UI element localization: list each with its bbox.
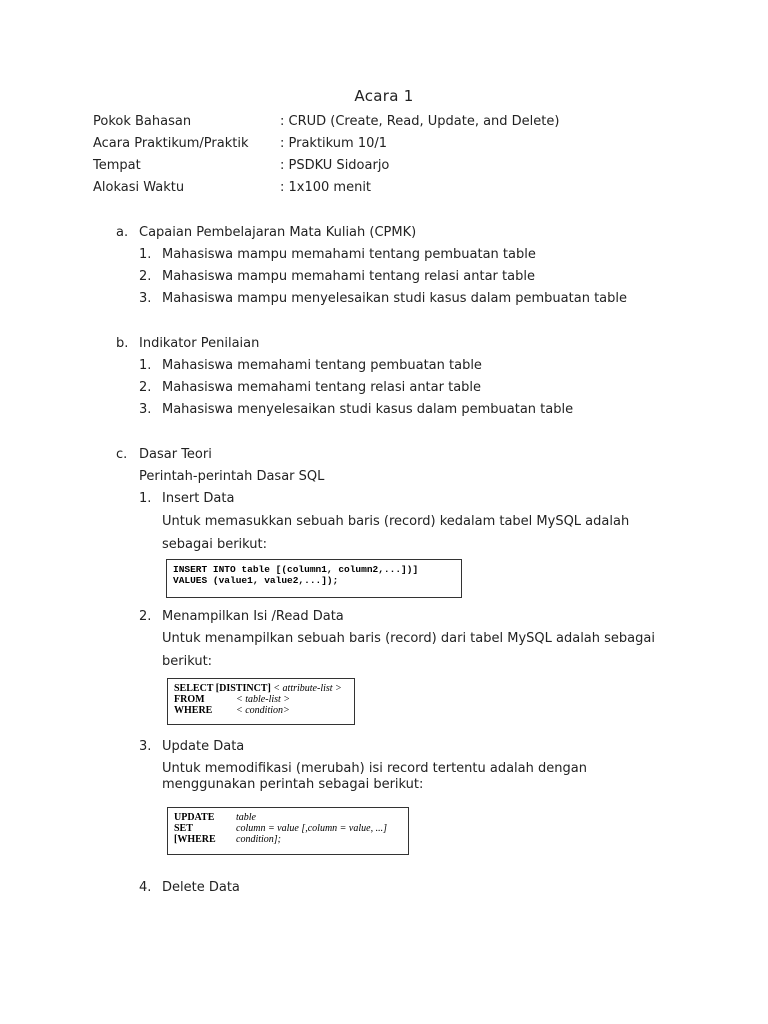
- code-line: [174, 694, 348, 705]
- section-a-marker: a.: [116, 225, 129, 240]
- code-line: INSERT INTO table [(column1, column2,...])]: [173, 564, 419, 575]
- info-label-topic: Pokok Bahasan: [93, 114, 192, 129]
- code-argument: table: [236, 812, 256, 823]
- section-a-heading: Capaian Pembelajaran Mata Kuliah (CPMK): [139, 225, 417, 240]
- code-line: VALUES (value1, value2,...]);: [173, 575, 339, 586]
- info-value-practicum: : Praktikum 10/1: [280, 136, 388, 151]
- code-argument: < table-list >: [236, 694, 291, 705]
- code-keyword: SET: [174, 823, 193, 834]
- code-keyword: WHERE: [174, 705, 213, 716]
- code-box-update: [167, 807, 409, 855]
- code-argument: column = value [,column = value, ...]: [236, 823, 387, 834]
- code-line: [174, 705, 348, 716]
- list-item: Mahasiswa mampu memahami tentang pembuatan table: [162, 247, 536, 262]
- paragraph-line: sebagai berikut:: [162, 537, 268, 552]
- info-label-practicum: Acara Praktikum/Praktik: [93, 136, 249, 151]
- code-box-insert: [166, 559, 462, 598]
- list-number: 1.: [139, 491, 152, 506]
- info-value-place: : PSDKU Sidoarjo: [280, 158, 390, 173]
- section-c-marker: c.: [116, 447, 128, 462]
- list-item-title: Update Data: [162, 739, 245, 754]
- section-b-heading: Indikator Penilaian: [139, 336, 260, 351]
- list-item: Mahasiswa mampu memahami tentang relasi antar table: [162, 269, 535, 284]
- info-label-time: Alokasi Waktu: [93, 180, 185, 195]
- paragraph-line: Untuk memasukkan sebuah baris (record) kedalam tabel MySQL adalah: [162, 514, 630, 529]
- list-item-title: Menampilkan Isi /Read Data: [162, 609, 344, 624]
- list-number: 3.: [139, 739, 152, 754]
- code-line: [174, 834, 402, 845]
- list-item: Mahasiswa memahami tentang relasi antar table: [162, 380, 482, 395]
- info-value-topic: : CRUD (Create, Read, Update, and Delete): [280, 114, 560, 129]
- code-keyword: [WHERE: [174, 834, 216, 845]
- code-argument: < attribute-list >: [273, 683, 342, 694]
- code-keyword: UPDATE: [174, 812, 215, 823]
- list-number: 3.: [139, 402, 152, 417]
- code-keyword: SELECT [DISTINCT]: [174, 683, 271, 694]
- list-number: 2.: [139, 269, 152, 284]
- list-number: 3.: [139, 291, 152, 306]
- list-number: 4.: [139, 880, 152, 895]
- list-number: 1.: [139, 358, 152, 373]
- list-number: 2.: [139, 380, 152, 395]
- code-box-select: [167, 678, 355, 725]
- code-argument: < condition>: [236, 705, 290, 716]
- paragraph-line: menggunakan perintah sebagai berikut:: [162, 777, 424, 792]
- list-item: Mahasiswa menyelesaikan studi kasus dalam pembuatan table: [162, 402, 574, 417]
- code-line: [174, 823, 402, 834]
- section-c-subheading: Perintah-perintah Dasar SQL: [139, 469, 325, 484]
- list-item-title: Insert Data: [162, 491, 235, 506]
- list-number: 1.: [139, 247, 152, 262]
- code-argument: condition];: [236, 834, 281, 845]
- page-title: Acara 1: [354, 87, 414, 105]
- paragraph-line: berikut:: [162, 654, 213, 669]
- info-value-time: : 1x100 menit: [280, 180, 372, 195]
- info-label-place: Tempat: [93, 158, 141, 173]
- list-item: Mahasiswa memahami tentang pembuatan table: [162, 358, 482, 373]
- section-b-marker: b.: [116, 336, 129, 351]
- list-number: 2.: [139, 609, 152, 624]
- paragraph-line: Untuk memodifikasi (merubah) isi record tertentu adalah dengan: [162, 761, 587, 776]
- code-line: [174, 683, 348, 694]
- list-item: Mahasiswa mampu menyelesaikan studi kasus dalam pembuatan table: [162, 291, 627, 306]
- code-keyword: FROM: [174, 694, 205, 705]
- paragraph-line: Untuk menampilkan sebuah baris (record) dari tabel MySQL adalah sebagai: [162, 631, 655, 646]
- list-item-title: Delete Data: [162, 880, 240, 895]
- code-line: [174, 812, 402, 823]
- section-c-heading: Dasar Teori: [139, 447, 212, 462]
